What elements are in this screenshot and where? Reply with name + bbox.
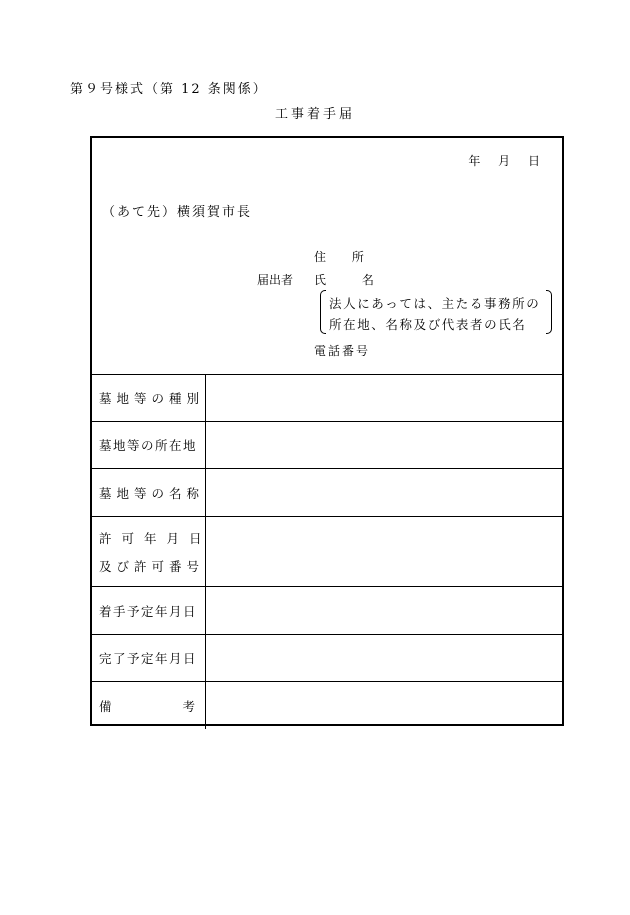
cemetery-name-field[interactable] — [207, 469, 562, 516]
row-label: 墓地等の名称 — [92, 469, 206, 516]
phone-label: 電話番号 — [314, 344, 371, 358]
form-header-section — [92, 138, 562, 375]
form-number: 第９号様式（第 12 条関係） — [70, 82, 268, 97]
row-label: 着手予定年月日 — [92, 587, 206, 634]
start-date-field[interactable] — [207, 587, 562, 634]
table-row-cemetery-name — [92, 469, 562, 517]
form-table — [92, 375, 562, 729]
table-row-permit — [92, 517, 562, 587]
table-row-start-date — [92, 587, 562, 635]
notification-form — [90, 136, 564, 726]
addressee: （あて先）横須賀市長 — [102, 205, 253, 220]
table-row-remarks — [92, 682, 562, 729]
row-label: 完了予定年月日 — [92, 635, 206, 681]
row-label-part: 備 — [99, 698, 112, 714]
table-row-cemetery-type — [92, 375, 562, 422]
right-bracket — [546, 290, 552, 334]
cemetery-location-field[interactable] — [207, 422, 562, 468]
corporate-note-line: 法人にあっては、主たる事務所の — [329, 296, 541, 311]
date-line: 年 月 日 — [468, 154, 540, 168]
row-label — [92, 682, 206, 729]
applicant-label: 届出者 — [257, 273, 294, 287]
completion-date-field[interactable] — [207, 635, 562, 681]
corporate-note — [320, 290, 552, 336]
row-label-line: 及び許可番号 — [99, 558, 205, 574]
address-label: 住 所 — [314, 250, 366, 264]
left-bracket — [320, 290, 326, 334]
row-label — [92, 517, 212, 586]
cemetery-type-field[interactable] — [207, 375, 562, 421]
table-row-completion-date — [92, 635, 562, 682]
row-label-line: 許可年月日 — [99, 530, 212, 546]
remarks-field[interactable] — [207, 682, 562, 729]
name-label: 氏 名 — [314, 273, 376, 287]
form-title: 工事着手届 — [274, 107, 355, 122]
permit-field[interactable] — [207, 517, 562, 586]
row-label-part: 考 — [182, 698, 195, 714]
row-label: 墓地等の種別 — [92, 375, 206, 421]
row-label: 墓地等の所在地 — [92, 422, 206, 468]
table-row-cemetery-location — [92, 422, 562, 469]
corporate-note-line: 所在地、名称及び代表者の氏名 — [329, 317, 527, 332]
